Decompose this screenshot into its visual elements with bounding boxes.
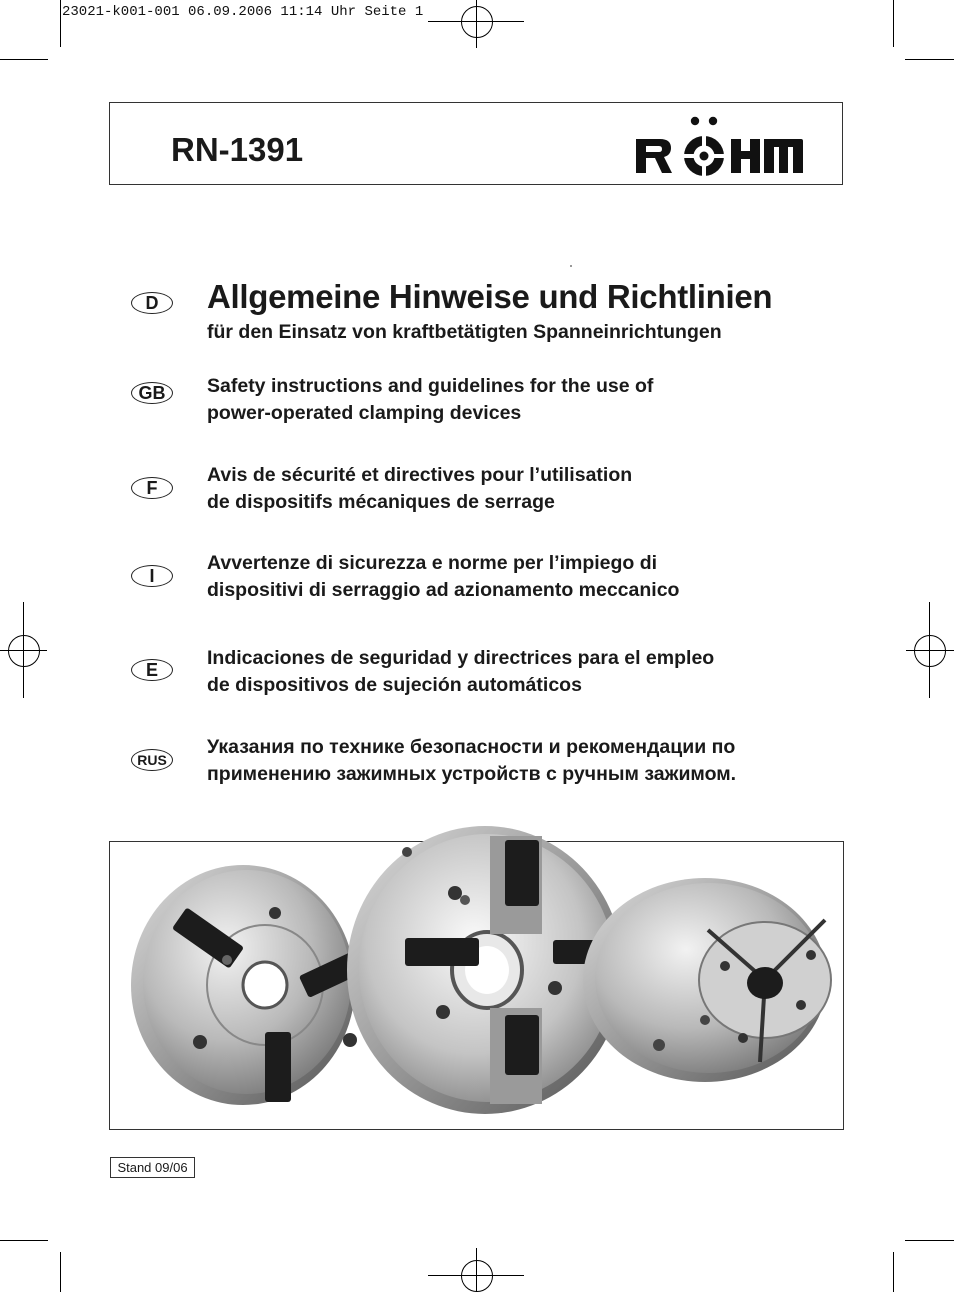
title-it-line-2: dispositivi di serraggio ad azionamento meccanico bbox=[207, 579, 680, 601]
left-chuck-image bbox=[131, 865, 365, 1105]
title-gb-line-2: power-operated clamping devices bbox=[207, 402, 522, 424]
print-meta-line: 23021-k001-001 06.09.2006 11:14 Uhr Seite 1 bbox=[62, 4, 424, 20]
lang-badge-fr: F bbox=[131, 477, 173, 499]
title-es-line-1: Indicaciones de seguridad y directrices para el empleo bbox=[207, 647, 715, 669]
title-es bbox=[207, 645, 714, 699]
stray-dot bbox=[570, 265, 572, 267]
title-it-line-1: Avvertenze di sicurezza e norme per l’impiego di bbox=[207, 552, 658, 574]
title-fr-line-2: de dispositifs mécaniques de serrage bbox=[207, 491, 555, 513]
roehm-logo bbox=[633, 115, 805, 181]
title-gb-line-1: Safety instructions and guidelines for the use of bbox=[207, 375, 654, 397]
title-ru bbox=[207, 734, 736, 788]
document-number: RN-1391 bbox=[171, 131, 304, 168]
title-ru-line-2: применению зажимных устройств с ручным зажимом. bbox=[207, 763, 737, 785]
stand-label: Stand 09/06 bbox=[110, 1157, 195, 1178]
lang-badge-gb: GB bbox=[131, 382, 173, 404]
lang-badge-es: E bbox=[131, 659, 173, 681]
title-es-line-2: de dispositivos de sujeción automáticos bbox=[207, 674, 582, 696]
chucks-photo bbox=[125, 800, 835, 1130]
lang-badge-de: D bbox=[131, 292, 173, 314]
title-fr bbox=[207, 462, 632, 516]
title-it bbox=[207, 550, 679, 604]
middle-chuck-image bbox=[347, 826, 623, 1114]
title-fr-line-1: Avis de sécurité et directives pour l’utilisation bbox=[207, 464, 633, 486]
lang-badge-ru: RUS bbox=[131, 749, 173, 771]
title-gb bbox=[207, 373, 653, 427]
right-chuck-image bbox=[583, 878, 831, 1082]
lang-badge-it: I bbox=[131, 565, 173, 587]
subtitle-de: für den Einsatz von kraftbetätigten Spanneinrichtungen bbox=[207, 321, 722, 343]
title-de: Allgemeine Hinweise und Richtlinien bbox=[207, 278, 773, 315]
title-ru-line-1: Указания по технике безопасности и рекомендации по bbox=[207, 736, 736, 758]
